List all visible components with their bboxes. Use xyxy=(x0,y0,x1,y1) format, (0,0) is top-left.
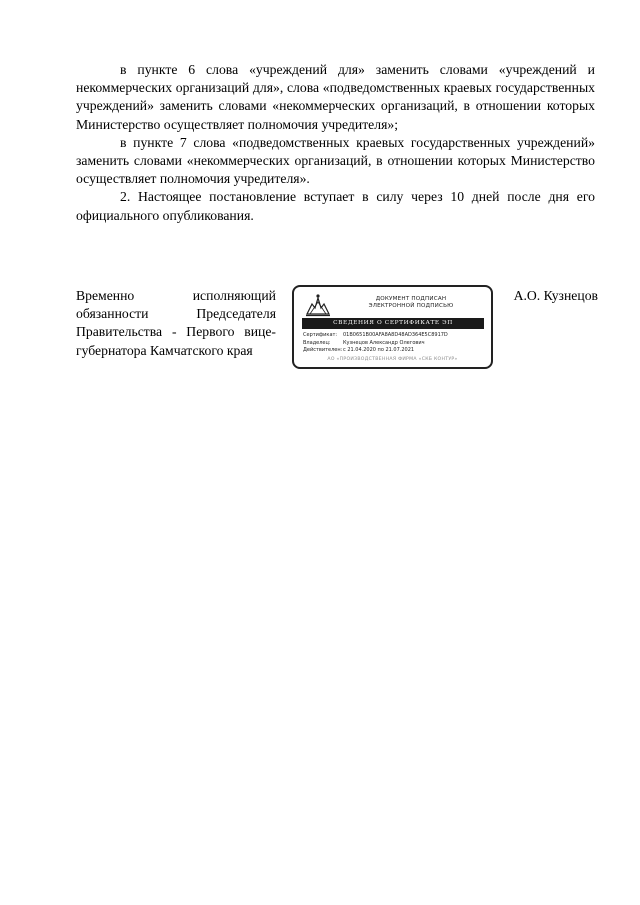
paragraph: в пункте 7 слова «подведомственных краевых государственных учреждений» заменить словами «некоммерческих организаций, в отношении которых Министерство осуществляет полномочия учредителя». xyxy=(76,134,595,187)
certificate-row-label: Сертификат: xyxy=(303,332,338,338)
stamp-header-line: ДОКУМЕНТ ПОДПИСАН xyxy=(375,296,447,302)
signer-position: Временно исполняющий обязанности Председателя Правительства - Первого вице-губернатора Камчатского края xyxy=(76,288,276,358)
stamp-header xyxy=(338,296,484,311)
paragraph: 2. Настоящее постановление вступает в силу через 10 дней после дня его официального опубликования. xyxy=(76,189,595,223)
stamp-title-bar: СВЕДЕНИЯ О СЕРТИФИКАТЕ ЭП xyxy=(302,318,484,329)
coat-of-arms-icon xyxy=(304,292,332,318)
document-body xyxy=(76,61,595,225)
certificate-row-value: 01B0651B00AFA8A8D48AD364E5C8917D xyxy=(343,332,448,338)
owner-row-label: Владелец: xyxy=(303,339,331,346)
validity-row-label: Действителен: xyxy=(303,347,343,354)
electronic-signature-stamp xyxy=(292,285,493,369)
validity-row-value: с 21.04.2020 по 21.07.2021 xyxy=(343,347,415,354)
certificate-details xyxy=(303,332,489,355)
owner-row-value: Кузнецов Александр Олегович xyxy=(343,339,425,346)
signer-name: А.О. Кузнецов xyxy=(513,288,598,303)
stamp-header-line: ЭЛЕКТРОННОЙ ПОДПИСЬЮ xyxy=(368,303,454,310)
paragraph: в пункте 6 слова «учреждений для» заменить словами «учреждений и некоммерческих организаций для», слова «подведомственных краевых государственных учреждений» заменить словами «некоммерческих организаций, в отношении которых Министерство осуществляет полномочия учредителя»; xyxy=(76,62,595,132)
certificate-row xyxy=(303,332,489,340)
validity-row xyxy=(303,347,489,355)
stamp-footer: АО «ПРОИЗВОДСТВЕННАЯ ФИРМА «СКБ КОНТУР» xyxy=(327,357,458,362)
